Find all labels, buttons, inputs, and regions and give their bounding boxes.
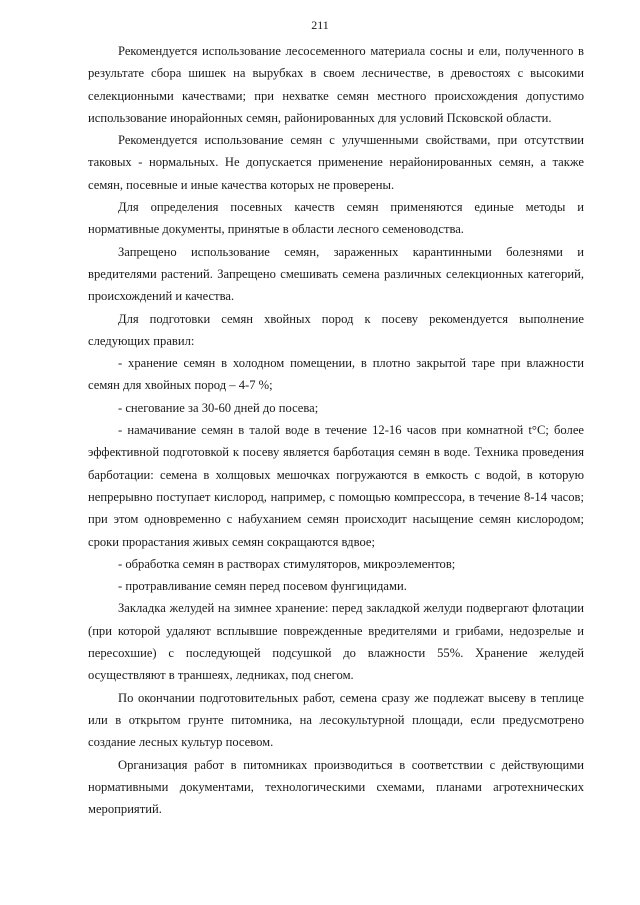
page-number: 211 xyxy=(311,18,329,32)
paragraph-quality-methods: Для определения посевных качеств семян применяются единые методы и нормативные документы, принятые в области лесного семеноводства. xyxy=(88,200,584,237)
list-item-storage: - хранение семян в холодном помещении, в плотно закрытой таре при влажности семян для хвойных пород – 4-7 %; xyxy=(88,356,584,393)
list-item-stimulators: - обработка семян в растворах стимуляторов, микроэлементов; xyxy=(118,556,456,571)
paragraph-sowing: По окончании подготовительных работ, семена сразу же подлежат высеву в теплице или в открытом грунте питомника, на лесокультурной площади, если предусмотрено создание лесных культур посевом. xyxy=(88,690,584,750)
paragraph-seed-material: Рекомендуется использование лесосеменного материала сосны и ели, полученного в результате сбора шишек на вырубках в своем лесничестве, в древостоях с высокими селекционными качествами; при нехватке семян местного происхождения допустимо использование инорайонных семян, районированных для условий Псковской области. xyxy=(88,44,584,125)
paragraph-acorn-storage: Закладка желудей на зимнее хранение: перед закладкой желуди подвергают флотации (при которой удаляют всплывшие поврежденные вредителями и грибами, недозрелые и пересохшие) с последующей подсушкой до влажности 55%. Хранение желудей осуществляют в траншеях, ледниках, под снегом. xyxy=(88,601,584,683)
paragraph-preparation-rules: Для подготовки семян хвойных пород к посеву рекомендуется выполнение следующих правил: xyxy=(88,311,584,348)
paragraph-improved-seeds: Рекомендуется использование семян с улучшенными свойствами, при отсутствии таковых - нормальных. Не допускается применение нерайонированных семян, а также семян, посевные и иные качества которых не проверены. xyxy=(88,133,584,192)
list-item-snow: - снегование за 30-60 дней до посева; xyxy=(118,400,319,415)
list-item-soaking: - намачивание семян в талой воде в течение 12-16 часов при комнатной t°C; более эффективной подготовкой к посеву является барботация семян в воде. Техника проведения барботации: семена в холщовых мешочках погружаются в емкость с водой, в которую непрерывно поступает кислород, например, с помощью компрессора, в течение 8-14 часов; при этом одновременно с набуханием семян происходит насыщение семян кислородом; сроки прорастания живых семян сокращаются вдвое; xyxy=(88,423,584,549)
list-item-fungicides: - протравливание семян перед посевом фунгицидами. xyxy=(118,579,407,594)
paragraph-nursery-organization: Организация работ в питомниках производиться в соответствии с действующими нормативными документами, технологическими схемами, планами агротехнических мероприятий. xyxy=(88,757,584,817)
paragraph-prohibitions: Запрещено использование семян, зараженных карантинными болезнями и вредителями растений. Запрещено смешивать семена различных селекционных категорий, происхождений и качества. xyxy=(88,244,584,304)
body-text xyxy=(88,40,584,820)
